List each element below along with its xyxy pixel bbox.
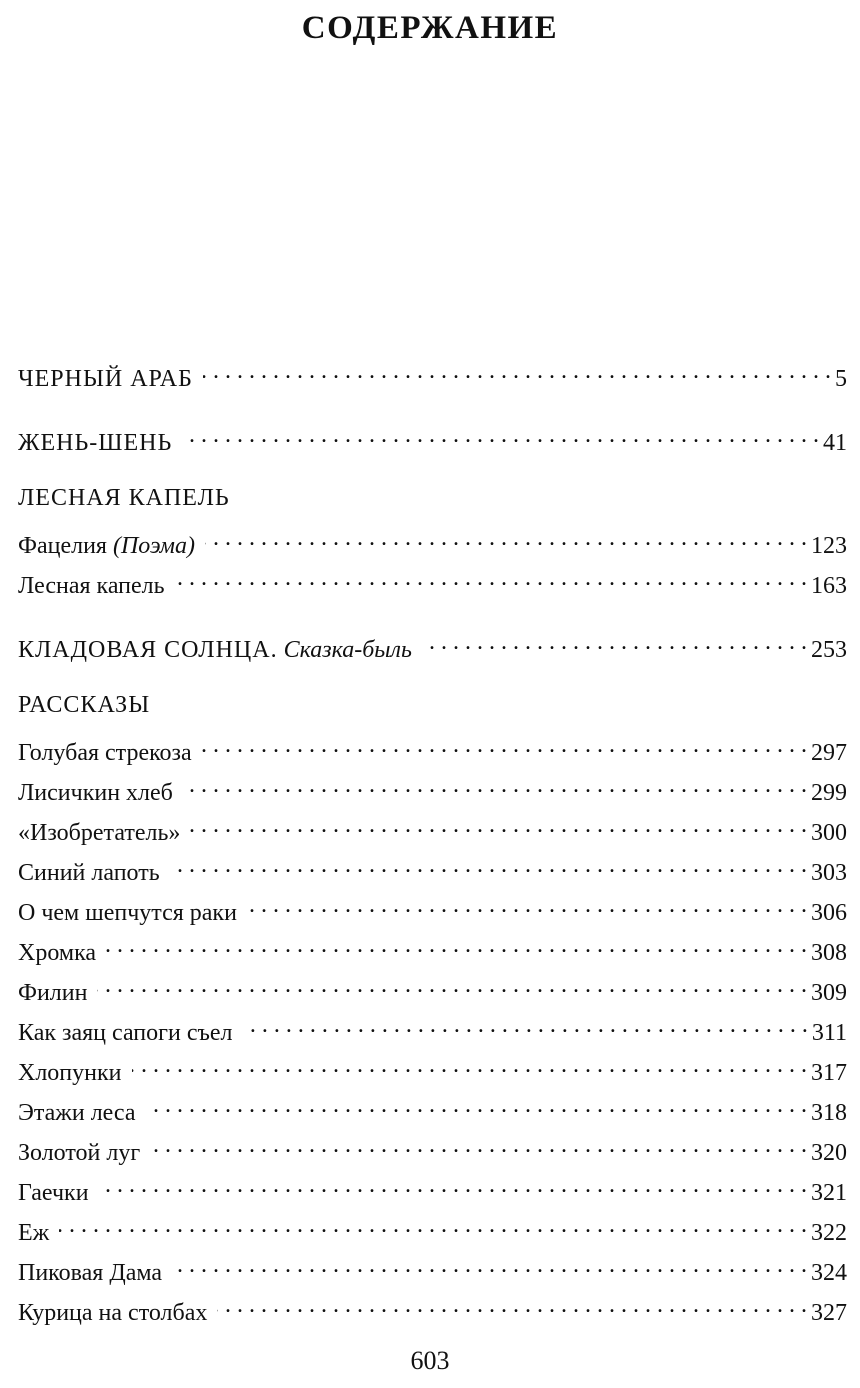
entry-title: ЧЕРНЫЙ АРАБ (18, 366, 193, 392)
toc-entry-zhen-shen[interactable] (18, 420, 847, 458)
entry-title: Филин (18, 980, 88, 1006)
dot-leader (172, 1250, 807, 1280)
toc-entry-story[interactable] (18, 810, 847, 848)
entry-page: 311 (811, 1020, 847, 1046)
entry-page: 321 (811, 1180, 847, 1206)
entry-title: Еж (18, 1220, 50, 1246)
entry-title: Хромка (18, 940, 97, 966)
page-title: СОДЕРЖАНИЕ (301, 10, 559, 46)
toc-entry-story[interactable] (18, 1250, 847, 1288)
dot-leader (202, 730, 807, 760)
entry-title (18, 531, 195, 561)
dot-leader (243, 1010, 808, 1040)
entry-title-text: Фацелия (18, 533, 107, 559)
entry-page: 163 (811, 573, 847, 599)
entry-page: 253 (811, 637, 847, 663)
entry-title: Лесная капель (18, 573, 165, 599)
entry-subtitle: Сказка-быль (283, 637, 412, 663)
entry-title: Лисичкин хлеб (18, 780, 173, 806)
toc-entry-kladovaya-solnca[interactable] (18, 627, 847, 665)
entry-page: 41 (823, 430, 847, 456)
entry-page: 309 (811, 980, 847, 1006)
entry-page: 327 (811, 1300, 847, 1326)
entry-title: ЖЕНЬ-ШЕНЬ (18, 430, 173, 456)
entry-page: 318 (811, 1100, 847, 1126)
dot-leader (205, 523, 807, 553)
entry-page: 297 (811, 740, 847, 766)
entry-title: Этажи леса (18, 1100, 136, 1126)
dot-leader (59, 1210, 807, 1240)
section-heading-lesnaya-kapel: ЛЕСНАЯ КАПЕЛЬ (18, 485, 230, 511)
dot-leader (99, 1170, 807, 1200)
toc-entry-story[interactable] (18, 1290, 847, 1328)
entry-page: 300 (811, 820, 847, 846)
toc-entry-lesnaya-kapel[interactable] (18, 563, 847, 601)
toc-entry-story[interactable] (18, 890, 847, 928)
dot-leader (422, 627, 807, 657)
entry-title (18, 635, 412, 665)
dot-leader (146, 1090, 807, 1120)
entry-title: О чем шепчутся раки (18, 900, 237, 926)
dot-leader (203, 356, 831, 386)
toc-entry-story[interactable] (18, 1010, 847, 1048)
toc-entry-story[interactable] (18, 970, 847, 1008)
dot-leader (150, 1130, 807, 1160)
toc-entry-story[interactable] (18, 1050, 847, 1088)
toc-entry-story[interactable] (18, 1210, 847, 1248)
entry-page: 322 (811, 1220, 847, 1246)
entry-title-text: КЛАДОВАЯ СОЛНЦА. (18, 637, 278, 663)
entry-title: Курица на столбах (18, 1300, 208, 1326)
toc-entry-story[interactable] (18, 930, 847, 968)
entry-title: Пиковая Дама (18, 1260, 163, 1286)
dot-leader (97, 970, 807, 1000)
entry-subtitle: (Поэма) (112, 533, 195, 559)
entry-page: 308 (811, 940, 847, 966)
entry-title: Гаечки (18, 1180, 89, 1206)
toc-entry-story[interactable] (18, 1130, 847, 1168)
toc-entry-story[interactable] (18, 850, 847, 888)
dot-leader (182, 420, 819, 450)
dot-leader (183, 770, 807, 800)
entry-title: Золотой луг (18, 1140, 141, 1166)
entry-page: 320 (811, 1140, 847, 1166)
entry-title: «Изобретатель» (18, 820, 181, 846)
entry-page: 324 (811, 1260, 847, 1286)
toc-entry-story[interactable] (18, 1090, 847, 1128)
entry-page: 306 (811, 900, 847, 926)
page-number: 603 (410, 1346, 450, 1375)
entry-page: 123 (811, 533, 847, 559)
entry-title: Голубая стрекоза (18, 740, 192, 766)
dot-leader (170, 850, 807, 880)
dot-leader (217, 1290, 807, 1320)
toc-entry-story[interactable] (18, 1170, 847, 1208)
toc-entry-story[interactable] (18, 730, 847, 768)
dot-leader (106, 930, 807, 960)
toc-entry-facelia[interactable] (18, 523, 847, 561)
dot-leader (190, 810, 807, 840)
dot-leader (132, 1050, 808, 1080)
dot-leader (175, 563, 807, 593)
entry-page: 5 (835, 366, 847, 392)
entry-page: 303 (811, 860, 847, 886)
toc-entry-chernyi-arab[interactable] (18, 356, 847, 394)
dot-leader (247, 890, 807, 920)
entry-title: Синий лапоть (18, 860, 160, 886)
entry-page: 317 (811, 1060, 847, 1086)
entry-title: Хлопунки (18, 1060, 122, 1086)
toc-entry-story[interactable] (18, 770, 847, 808)
entry-title: Как заяц сапоги съел (18, 1020, 233, 1046)
entry-page: 299 (811, 780, 847, 806)
section-heading-rasskazy: РАССКАЗЫ (18, 692, 151, 718)
